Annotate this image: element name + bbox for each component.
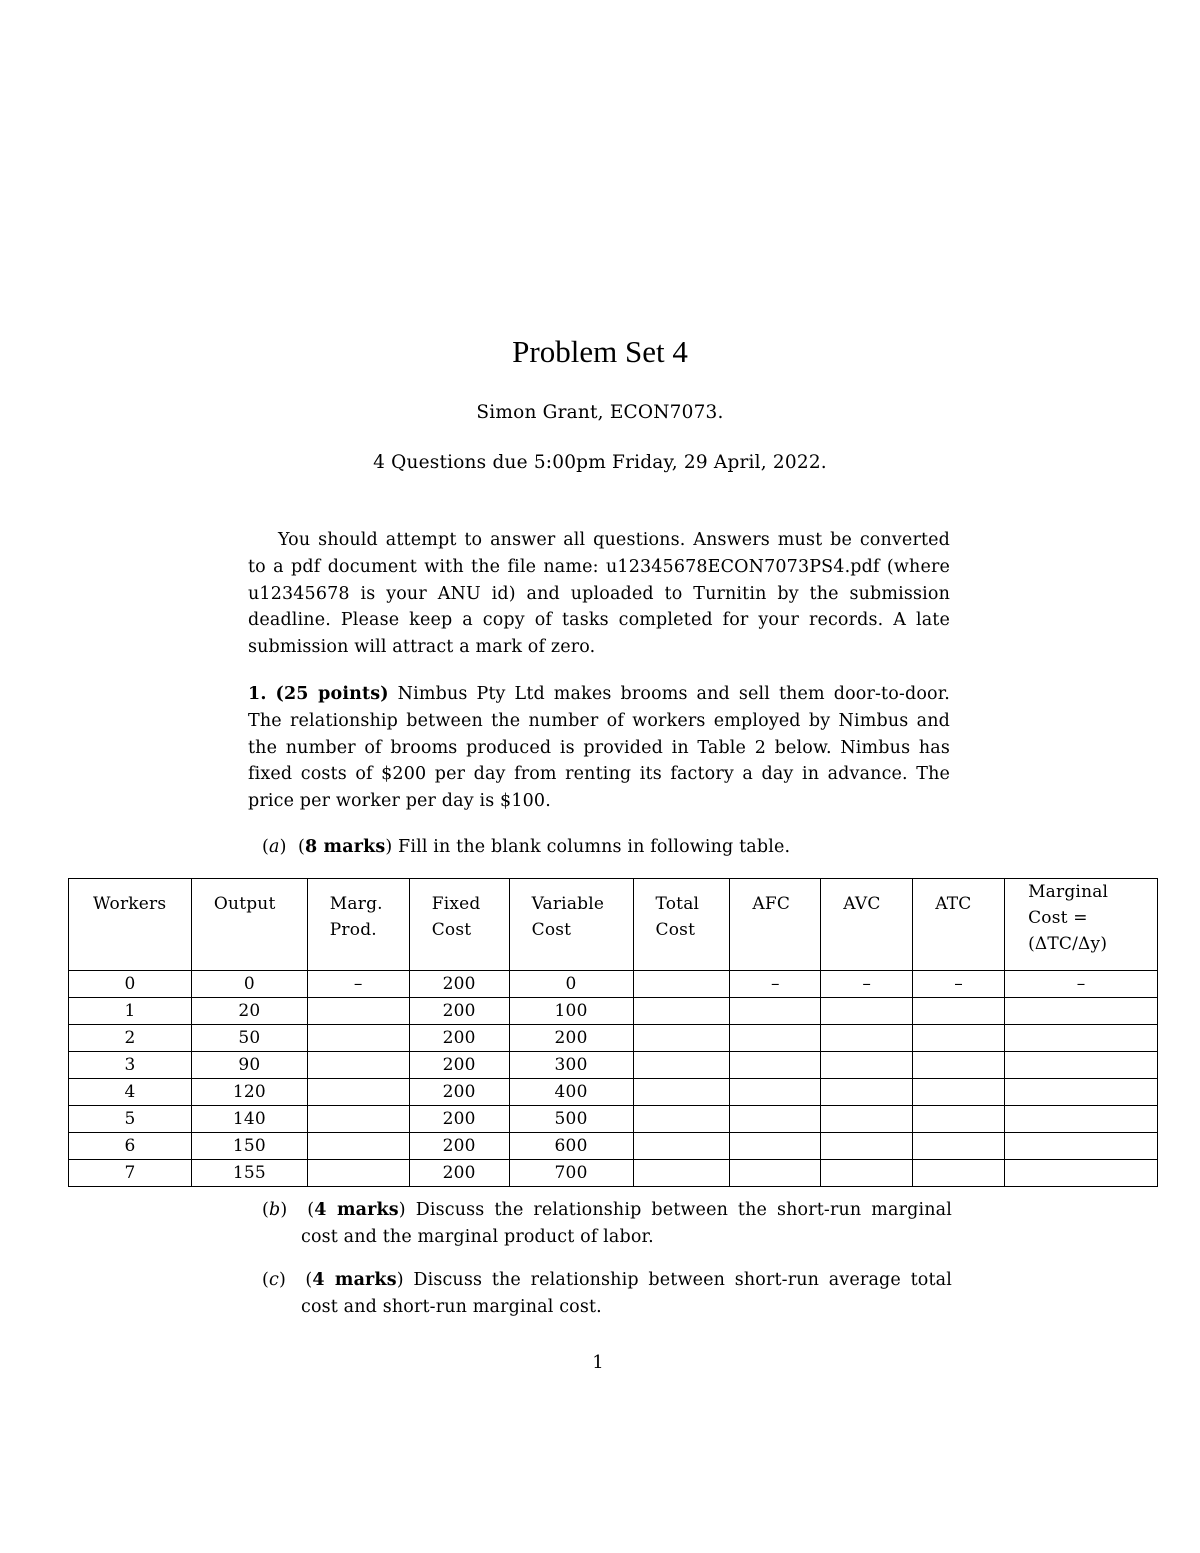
cell-variable-cost: 700 [509,1160,633,1187]
part-c: (c) (4 marks) Discuss the relationship between short-run average total cost and short-run marginal cost. [262,1267,952,1321]
cell-output: 120 [191,1079,307,1106]
cell-total-cost [633,998,730,1025]
cell-output: 155 [191,1160,307,1187]
question-points: (25 points) [275,684,389,704]
part-c-text: Discuss the relationship between short-run average total [413,1270,952,1290]
cell-atc [913,1025,1005,1052]
cell-marginal-cost [1005,1079,1158,1106]
page-title: Problem Set 4 [512,334,688,369]
cell-marg-prod [307,998,409,1025]
cell-workers: 0 [69,971,192,998]
cell-afc [730,1133,821,1160]
cell-marg-prod [307,1079,409,1106]
table-row [69,1106,1158,1133]
page-number: 1 [592,1352,604,1373]
cell-marg-prod: – [307,971,409,998]
part-c-label: c [268,1270,279,1290]
header-afc: AFC [730,879,821,971]
cost-table [68,878,1158,1187]
cell-total-cost [633,1133,730,1160]
question-number: 1. [248,684,267,704]
cell-afc [730,1079,821,1106]
cell-avc [821,1106,913,1133]
cell-output: 90 [191,1052,307,1079]
cell-workers: 5 [69,1106,192,1133]
cell-workers: 6 [69,1133,192,1160]
cell-atc [913,1106,1005,1133]
part-b-text-continued: cost and the marginal product of labor. [301,1226,654,1247]
cell-fixed-cost: 200 [409,971,509,998]
cell-marg-prod [307,1106,409,1133]
cell-afc [730,1052,821,1079]
cell-atc [913,1079,1005,1106]
cell-fixed-cost: 200 [409,1079,509,1106]
header-workers: Workers [69,879,192,971]
part-a-text: Fill in the blank columns in following table. [398,837,791,857]
part-a-marks: 8 marks [304,837,386,857]
cell-output: 50 [191,1025,307,1052]
header-fixed-cost: Fixed Cost [409,879,509,971]
table-row [69,1133,1158,1160]
instructions-line: You should attempt to answer all questions. Answers must be converted [278,530,950,550]
table-row [69,1160,1158,1187]
cell-workers: 7 [69,1160,192,1187]
cell-fixed-cost: 200 [409,1133,509,1160]
cell-workers: 2 [69,1025,192,1052]
cell-avc [821,1133,913,1160]
question-line: The relationship between the number of workers employed by Nimbus and [248,710,950,731]
part-b-text: Discuss the relationship between the short-run marginal [415,1200,952,1220]
instructions-paragraph [248,527,950,661]
cell-total-cost [633,971,730,998]
header-output: Output [191,879,307,971]
cell-workers: 3 [69,1052,192,1079]
header-marg-prod: Marg. Prod. [307,879,409,971]
cell-avc [821,1052,913,1079]
table-row [69,1079,1158,1106]
cell-atc [913,1133,1005,1160]
cell-fixed-cost: 200 [409,1052,509,1079]
cell-variable-cost: 500 [509,1106,633,1133]
cell-avc [821,1025,913,1052]
question-line: price per worker per day is $100. [248,791,551,812]
question-1-first-line [248,681,950,708]
cell-marginal-cost [1005,1133,1158,1160]
instructions-line: to a pdf document with the file name: u12345678ECON7073PS4.pdf (where [248,556,950,577]
cell-output: 20 [191,998,307,1025]
due-line: 4 Questions due 5:00pm Friday, 29 April, 2022. [373,452,827,473]
cell-marginal-cost [1005,1160,1158,1187]
cell-afc [730,1160,821,1187]
cell-output: 140 [191,1106,307,1133]
cell-variable-cost: 600 [509,1133,633,1160]
table-row [69,971,1158,998]
cell-fixed-cost: 200 [409,1160,509,1187]
author-line: Simon Grant, ECON7073. [476,402,724,423]
cell-avc [821,1160,913,1187]
cell-avc [821,998,913,1025]
part-a-label: a [268,837,280,857]
cell-afc [730,1025,821,1052]
cell-marginal-cost [1005,1106,1158,1133]
instructions-line: submission will attract a mark of zero. [248,637,596,658]
table-row [69,1052,1158,1079]
cell-marg-prod [307,1160,409,1187]
cell-marginal-cost: – [1005,971,1158,998]
cell-variable-cost: 100 [509,998,633,1025]
cell-afc [730,998,821,1025]
table-row [69,1025,1158,1052]
header-marginal-cost: Marginal Cost = (ΔTC/Δy) [1005,879,1158,971]
cell-variable-cost: 0 [509,971,633,998]
question-line: the number of brooms produced is provided in Table 2 below. Nimbus has [248,737,950,758]
part-c-text-continued: cost and short-run marginal cost. [301,1296,602,1317]
cell-total-cost [633,1052,730,1079]
table-row [69,998,1158,1025]
cell-variable-cost: 200 [509,1025,633,1052]
cell-afc [730,1106,821,1133]
cell-marginal-cost [1005,1052,1158,1079]
cell-marginal-cost [1005,998,1158,1025]
cell-avc: – [821,971,913,998]
cell-output: 150 [191,1133,307,1160]
question-line: fixed costs of $200 per day from renting its factory a day in advance. The [248,764,950,785]
cell-marg-prod [307,1133,409,1160]
question-text: Nimbus Pty Ltd makes brooms and sell them door-to-door. [397,684,951,704]
cell-marginal-cost [1005,1025,1158,1052]
header-atc: ATC [913,879,1005,971]
cell-atc [913,1160,1005,1187]
cell-total-cost [633,1025,730,1052]
cell-marg-prod [307,1025,409,1052]
cell-workers: 1 [69,998,192,1025]
cell-output: 0 [191,971,307,998]
cell-atc: – [913,971,1005,998]
header-variable-cost: Variable Cost [509,879,633,971]
instructions-line: u12345678 is your ANU id) and uploaded to Turnitin by the submission [248,583,950,604]
header-total-cost: Total Cost [633,879,730,971]
part-b-label: b [268,1200,281,1220]
cell-atc [913,1052,1005,1079]
cell-total-cost [633,1079,730,1106]
table-header-row [69,879,1158,971]
cell-fixed-cost: 200 [409,998,509,1025]
question-1-paragraph [248,681,950,815]
part-a: (a) (8 marks) Fill in the blank columns in following table. [262,837,791,857]
cell-atc [913,998,1005,1025]
cell-fixed-cost: 200 [409,1106,509,1133]
cell-avc [821,1079,913,1106]
cell-variable-cost: 400 [509,1079,633,1106]
header-avc: AVC [821,879,913,971]
part-b-marks: 4 marks [314,1200,399,1220]
part-b: (b) (4 marks) Discuss the relationship between the short-run marginal cost and the marginal product of labor. [262,1197,952,1251]
cell-fixed-cost: 200 [409,1025,509,1052]
part-c-marks: 4 marks [312,1270,397,1290]
cell-workers: 4 [69,1079,192,1106]
cell-total-cost [633,1160,730,1187]
cell-total-cost [633,1106,730,1133]
instructions-line: deadline. Please keep a copy of tasks completed for your records. A late [248,610,950,631]
cell-marg-prod [307,1052,409,1079]
cell-variable-cost: 300 [509,1052,633,1079]
cell-afc: – [730,971,821,998]
